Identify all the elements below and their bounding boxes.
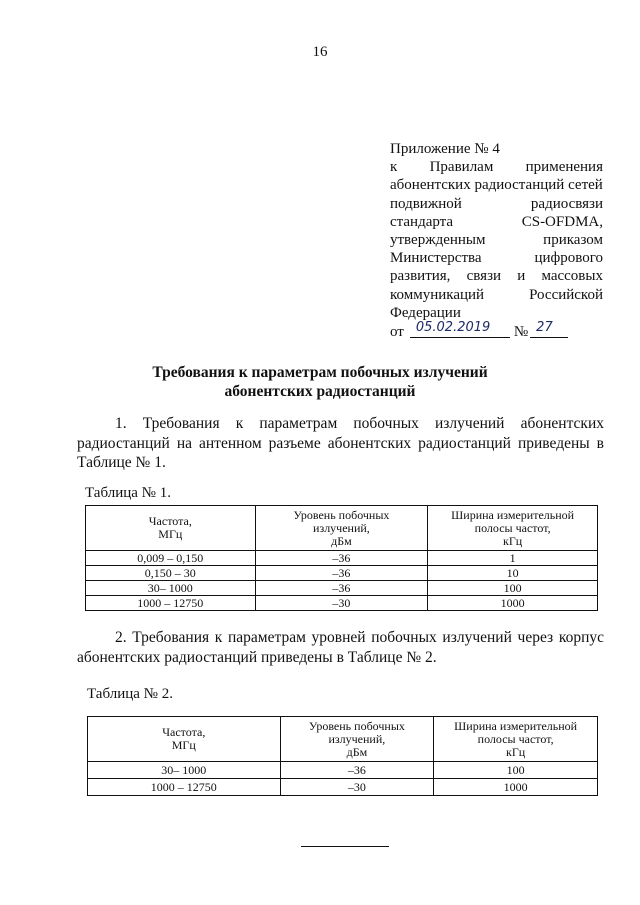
appendix-word: стандарта [390, 213, 454, 230]
appendix-word: коммуникаций [390, 286, 485, 303]
table-header-cell: Ширина измерительной полосы частот, кГц [428, 506, 598, 551]
table-cell: 30– 1000 [88, 762, 281, 779]
appendix-word: Российской [529, 286, 603, 303]
appendix-word: цифрового [534, 250, 603, 267]
appendix-word: развития, [390, 268, 451, 285]
table-1 [85, 505, 598, 611]
table-2 [87, 716, 598, 796]
appendix-word: CS-OFDMA, [521, 213, 603, 230]
table-cell: 1000 – 12750 [88, 779, 281, 796]
table-header-row [88, 717, 598, 762]
section-1-text: 1. Требования к параметрам побочных излучений абонентских радиостанций на антенном разъеме абонентских радиостанций приведены в Таблице № 1. [77, 415, 604, 471]
table-1-body [86, 506, 598, 611]
section-1-paragraph [77, 414, 604, 473]
table-cell: 1000 [428, 596, 598, 611]
page-number: 16 [312, 44, 328, 60]
table-2-body [88, 717, 598, 796]
table-2-caption: Таблица № 2. [87, 686, 173, 702]
table-header-cell: Уровень побочных излучений, дБм [280, 717, 434, 762]
appendix-line [390, 231, 603, 249]
footer-divider [301, 846, 389, 847]
title-line-2: абонентских радиостанций [224, 383, 416, 400]
table-cell: –36 [255, 581, 428, 596]
appendix-line [390, 140, 603, 158]
section-2-text: 2. Требования к параметрам уровней побочных излучений через корпус абонентских радиостанций приведены в Таблице № 2. [77, 629, 604, 666]
title-line-1: Требования к параметрам побочных излучений [152, 364, 488, 381]
document-title [0, 363, 640, 401]
table-row [86, 551, 598, 566]
table-cell: 0,009 – 0,150 [86, 551, 256, 566]
table-cell: –30 [280, 779, 434, 796]
table-row [86, 581, 598, 596]
appendix-word: Приложение № 4 [390, 141, 500, 157]
number-prefix: № [513, 324, 529, 341]
table-cell: 100 [428, 581, 598, 596]
date-field [410, 319, 510, 338]
table-cell: –36 [255, 551, 428, 566]
appendix-word: Федерации [390, 304, 461, 321]
appendix-line [390, 176, 603, 194]
table-header-cell: Ширина измерительной полосы частот, кГц [434, 717, 598, 762]
appendix-word: связи [466, 268, 502, 285]
appendix-word: массовых [541, 268, 603, 285]
appendix-header [390, 140, 603, 341]
appendix-word: подвижной [390, 195, 462, 212]
table-cell: 1000 [434, 779, 598, 796]
table-header-cell: Частота, МГц [86, 506, 256, 551]
appendix-line [390, 158, 603, 176]
table-cell: –30 [255, 596, 428, 611]
table-header-row [86, 506, 598, 551]
appendix-word: и [517, 268, 526, 285]
appendix-word: к [390, 159, 398, 176]
date-prefix: от [390, 324, 404, 341]
table-cell: –36 [280, 762, 434, 779]
table-cell: 1 [428, 551, 598, 566]
appendix-lines [390, 140, 603, 322]
number-field [530, 319, 568, 338]
handwritten-number: 27 [536, 319, 553, 335]
section-2-paragraph [77, 628, 604, 667]
table-row [88, 779, 598, 796]
appendix-date-line [390, 319, 603, 341]
table-row [88, 762, 598, 779]
table-cell: 30– 1000 [86, 581, 256, 596]
appendix-word: Правилам [429, 159, 494, 176]
table-cell: 10 [428, 566, 598, 581]
appendix-line [390, 249, 603, 267]
appendix-word: приказом [543, 232, 603, 249]
table-cell: 0,150 – 30 [86, 566, 256, 581]
appendix-word: применения [525, 159, 603, 176]
table-cell: –36 [255, 566, 428, 581]
handwritten-date: 05.02.2019 [415, 319, 491, 335]
table-cell: 100 [434, 762, 598, 779]
table-cell: 1000 – 12750 [86, 596, 256, 611]
appendix-line [390, 213, 603, 231]
appendix-word: Министерства [390, 250, 482, 267]
appendix-word: радиосвязи [530, 195, 603, 212]
table-1-caption: Таблица № 1. [85, 485, 171, 501]
appendix-line [390, 195, 603, 213]
appendix-word: утвержденным [390, 232, 486, 249]
appendix-word: абонентских радиостанций сетей [390, 177, 603, 194]
table-row [86, 566, 598, 581]
table-header-cell: Уровень побочных излучений, дБм [255, 506, 428, 551]
table-row [86, 596, 598, 611]
table-header-cell: Частота, МГц [88, 717, 281, 762]
appendix-line [390, 267, 603, 285]
appendix-line [390, 286, 603, 304]
